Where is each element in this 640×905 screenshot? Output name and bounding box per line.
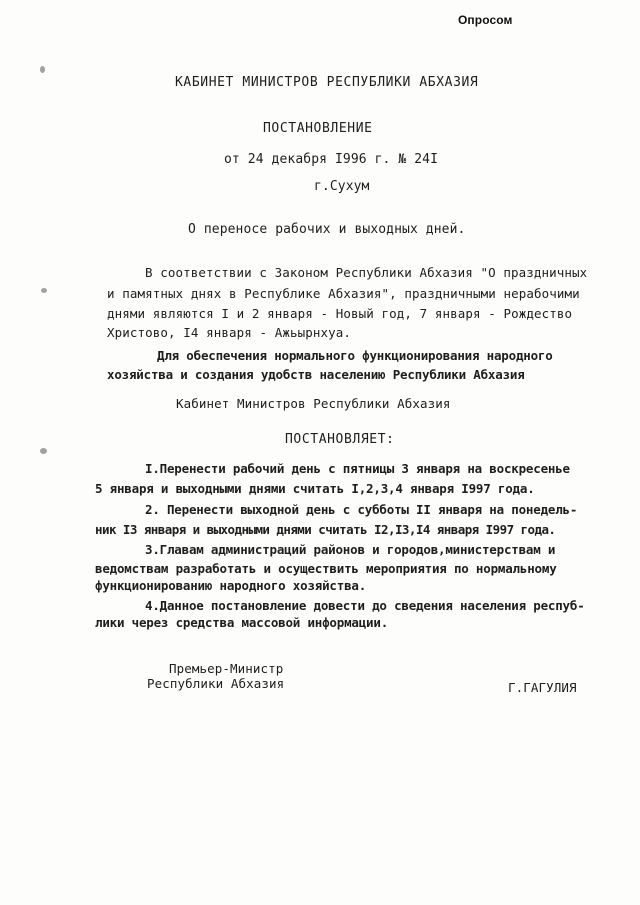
issuer-line: Кабинет Министров Республики Абхазия: [176, 396, 451, 411]
preamble-line: В соответствии с Законом Республики Абхазия "О праздничных: [145, 265, 588, 280]
signatory-title: Республики Абхазия: [147, 676, 285, 691]
decree-item-line: 3.Главам администраций районов и городов,министерствам и: [145, 542, 556, 557]
preamble-line: и памятных днях в Республике Абхазия", праздничными нерабочими: [107, 286, 580, 301]
subject-line: О переносе рабочих и выходных дней.: [188, 222, 466, 237]
decrees-heading: ПОСТАНОВЛЯЕТ:: [285, 432, 395, 447]
preamble-line: днями являются I и 2 января - Новый год, 7 января - Рождество: [107, 306, 573, 321]
signatory-name: Г.ГАГУЛИЯ: [508, 680, 577, 695]
scan-speck: [41, 288, 47, 293]
preamble-line: Христово, I4 января - Ажьырнхуа.: [107, 325, 352, 340]
decree-item-line: ведомствам разработать и осуществить мероприятия по нормальному: [95, 561, 557, 576]
decree-item-line: ник I3 января и выходными днями считать I2,I3,I4 января I997 года.: [95, 522, 556, 537]
decree-item-line: 2. Перенести выходной день с субботы II января на понедель-: [145, 502, 578, 517]
purpose-line: хозяйства и создания удобств населению Республики Абхазия: [107, 367, 525, 382]
purpose-line: Для обеспечения нормального функционирования народного: [157, 348, 553, 363]
decree-item-line: 4.Данное постановление довести до сведения населения респуб-: [145, 598, 585, 613]
decree-item-line: функционированию народного хозяйства.: [95, 578, 367, 593]
signatory-title: Премьер-Министр: [169, 661, 284, 676]
document-type: ПОСТАНОВЛЕНИЕ: [263, 121, 373, 136]
scan-speck: [40, 448, 47, 454]
place: г.Сухум: [314, 179, 370, 194]
authority-heading: КАБИНЕТ МИНИСТРОВ РЕСПУБЛИКИ АБХАЗИЯ: [175, 75, 479, 90]
scan-speck: [40, 66, 45, 73]
decree-item-line: 5 января и выходными днями считать I,2,3,4 января I997 года.: [95, 481, 535, 496]
decree-item-line: лики через средства массовой информации.: [95, 615, 389, 630]
stamp-label: Опросом: [458, 13, 513, 27]
decree-item-line: I.Перенести рабочий день с пятницы 3 января на воскресенье: [145, 461, 570, 476]
date-line: от 24 декабря I996 г. № 24I: [224, 152, 439, 167]
